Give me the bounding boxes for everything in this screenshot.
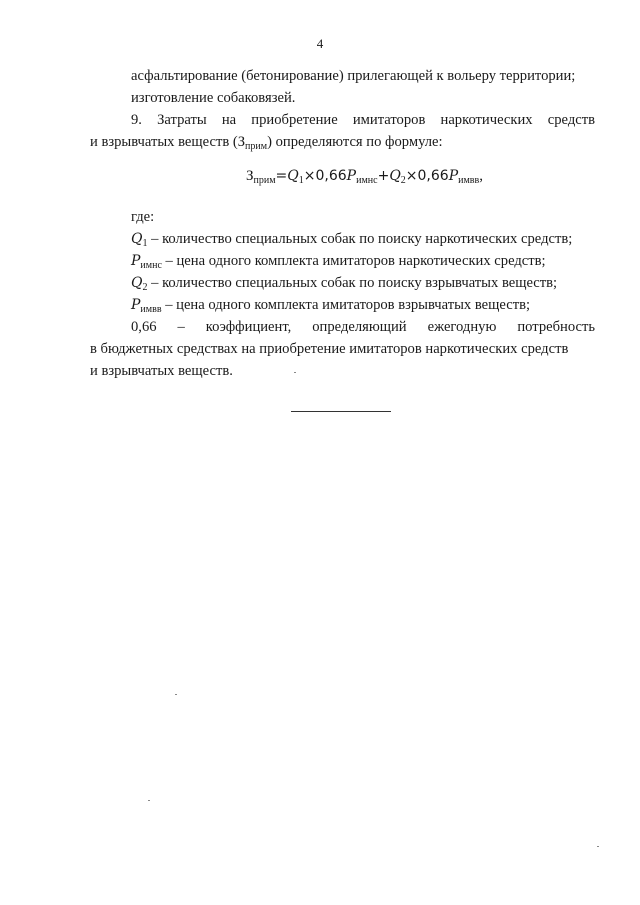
scan-speck [175,694,177,695]
definition-line [131,229,572,249]
end-divider [291,411,391,412]
text-fragment: ) определяются по формуле: [267,134,443,150]
where-label: где: [131,209,155,225]
coefficient-line: в бюджетных средствах на приобретение имитаторов наркотических средств [90,341,569,357]
paragraph-line: асфальтирование (бетонирование) прилегающей к вольеру территории; [131,68,576,84]
definition-subscript: 2 [142,282,148,293]
definition-subscript: имвв [140,304,162,315]
formula-p2-subscript: имвв [458,175,480,186]
coefficient-line: и взрывчатых веществ. [90,363,233,379]
formula-lhs-subscript: прим [253,175,276,186]
definition-symbol: P [131,253,141,269]
formula-q2-subscript: 2 [400,175,406,186]
definition-symbol: P [131,297,141,313]
definition-symbol: Q [131,275,143,291]
scan-speck [148,800,150,801]
formula-q1: Q [287,168,299,184]
formula-p1-subscript: имнс [356,175,378,186]
paragraph-line: изготовление собаковязей. [131,90,296,106]
formula-times-coefficient: ×0,66 [405,168,449,184]
formula-lhs: З [246,168,254,184]
definition-text: – количество специальных собак по поиску наркотических средств; [147,231,573,247]
page-number: 4 [316,36,324,51]
definition-text: – цена одного комплекта имитаторов наркотических средств; [161,253,546,269]
text-fragment: и взрывчатых веществ (З [90,134,246,150]
formula-equals: = [275,168,288,184]
definition-line [131,273,557,293]
definition-symbol: Q [131,231,143,247]
coefficient-line: 0,66 – коэффициент, определяющий ежегодную потребность [131,319,595,335]
subscript: прим [245,141,268,152]
definition-subscript: 1 [142,238,148,249]
paragraph-line: 9. Затраты на приобретение имитаторов наркотических средств [131,112,595,128]
definition-line [131,251,546,271]
definition-text: – цена одного комплекта имитаторов взрывчатых веществ; [161,297,531,313]
paragraph-line [90,132,443,152]
scan-speck [294,372,296,373]
scan-speck [597,846,599,847]
definition-line [131,295,530,315]
formula-q2: Q [389,168,401,184]
definition-text: – количество специальных собак по поиску взрывчатых веществ; [147,275,558,291]
formula-times-coefficient: ×0,66 [303,168,347,184]
formula-p1: P [346,168,357,184]
formula-p2: P [448,168,459,184]
definition-subscript: имнс [140,260,162,271]
formula-end: , [479,168,483,184]
cost-formula [246,165,483,187]
formula-plus: + [377,168,390,184]
formula-q1-subscript: 1 [298,175,304,186]
